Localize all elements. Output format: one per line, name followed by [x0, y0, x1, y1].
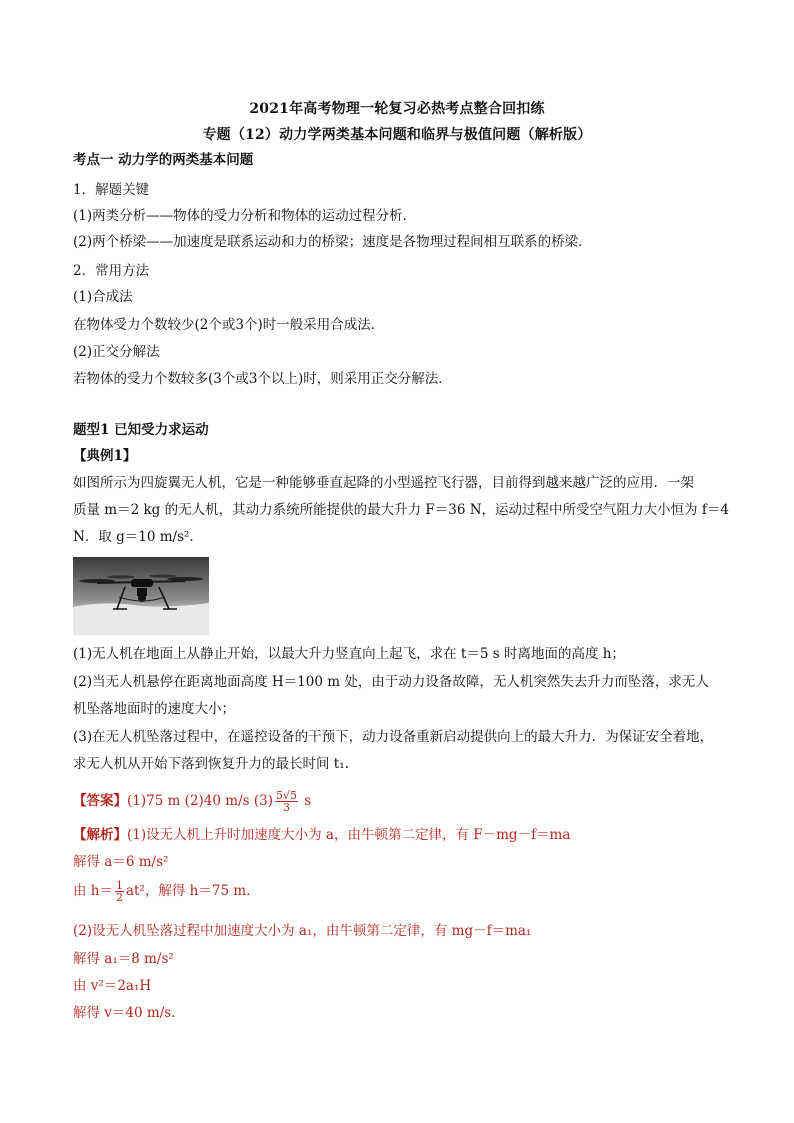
quadcopter-drone-photo [73, 557, 209, 635]
analysis-label: 【解析】 [73, 827, 127, 843]
analysis-line [73, 880, 250, 903]
type-heading: 题型1 已知受力求运动 [73, 422, 209, 438]
question-part: 机坠落地面时的速度大小； [73, 701, 235, 717]
question-text: 质量 m＝2 kg 的无人机，其动力系统所能提供的最大升力 F＝36 N，运动过程中所受空气阻力大小恒为 f＝4 [73, 502, 729, 518]
analysis-line: 由 v²＝2a₁H [73, 978, 152, 994]
analysis-line: 解得 a＝6 m/s² [73, 854, 169, 870]
paragraph: (1)合成法 [73, 289, 133, 305]
question-part: (3)在无人机坠落过程中，在遥控设备的干预下，动力设备重新启动提供向上的最大升力．为保证安全着地， [73, 729, 714, 745]
paragraph: (2)两个桥梁——加速度是联系运动和力的桥梁；速度是各物理过程间相互联系的桥梁． [73, 234, 592, 250]
question-part: (2)当无人机悬停在距离地面高度 H＝100 m 处，由于动力设备故障，无人机突然失去升力而坠落，求无人 [73, 674, 709, 690]
paragraph: 在物体受力个数较少(2个或3个)时一般采用合成法． [73, 317, 385, 333]
paragraph: (2)正交分解法 [73, 344, 160, 360]
paragraph: (1)两类分析——物体的受力分析和物体的运动过程分析． [73, 208, 417, 224]
formula-prefix: 由 h＝ [73, 883, 113, 899]
answer-label: 【答案】 [73, 793, 127, 809]
analysis-line: (2)设无人机坠落过程中加速度大小为 a₁，由牛顿第二定律，有 mg－f＝ma₁ [73, 923, 532, 939]
example-label: 【典例1】 [73, 448, 137, 464]
half-fraction [115, 880, 124, 903]
question-text: 如图所示为四旋翼无人机，它是一种能够垂直起降的小型遥控飞行器，目前得到越来越广泛的应用．一架 [73, 475, 694, 491]
analysis-line: 解得 a₁＝8 m/s² [73, 951, 174, 967]
question-part: 求无人机从开始下落到恢复升力的最长时间 t₁. [73, 756, 349, 772]
answer-fraction [275, 790, 298, 813]
question-part: (1)无人机在地面上从静止开始，以最大升力竖直向上起飞，求在 t＝5 s 时离地面的高度 h； [73, 646, 625, 662]
question-text: N．取 g＝10 m/s². [73, 529, 194, 545]
answer-text: (1)75 m (2)40 m/s (3) [127, 793, 273, 809]
paragraph: 1．解题关键 [73, 182, 150, 198]
doc-title: 2021年高考物理一轮复习必热考点整合回扣练 [249, 101, 545, 117]
answer-line [73, 790, 311, 813]
analysis-line: 解得 v＝40 m/s. [73, 1005, 176, 1021]
fraction-numerator: 5√5 [275, 789, 297, 802]
drone-illustration [73, 557, 209, 635]
fraction-denominator: 2 [116, 891, 123, 904]
fraction-denominator: 3 [282, 801, 290, 814]
doc-subtitle: 专题（12）动力学两类基本问题和临界与极值问题（解析版） [202, 127, 592, 143]
fraction-numerator: 1 [116, 879, 123, 892]
section-heading: 考点一 动力学的两类基本问题 [73, 152, 254, 168]
paragraph: 2．常用方法 [73, 263, 150, 279]
analysis-line [73, 826, 570, 844]
formula-suffix: at²，解得 h＝75 m. [126, 883, 251, 899]
analysis-text: (1)设无人机上升时加速度大小为 a，由牛顿第二定律，有 F－mg－f＝ma [127, 827, 571, 843]
answer-unit: s [304, 793, 312, 809]
paragraph: 若物体的受力个数较多(3个或3个以上)时，则采用正交分解法． [73, 371, 452, 387]
